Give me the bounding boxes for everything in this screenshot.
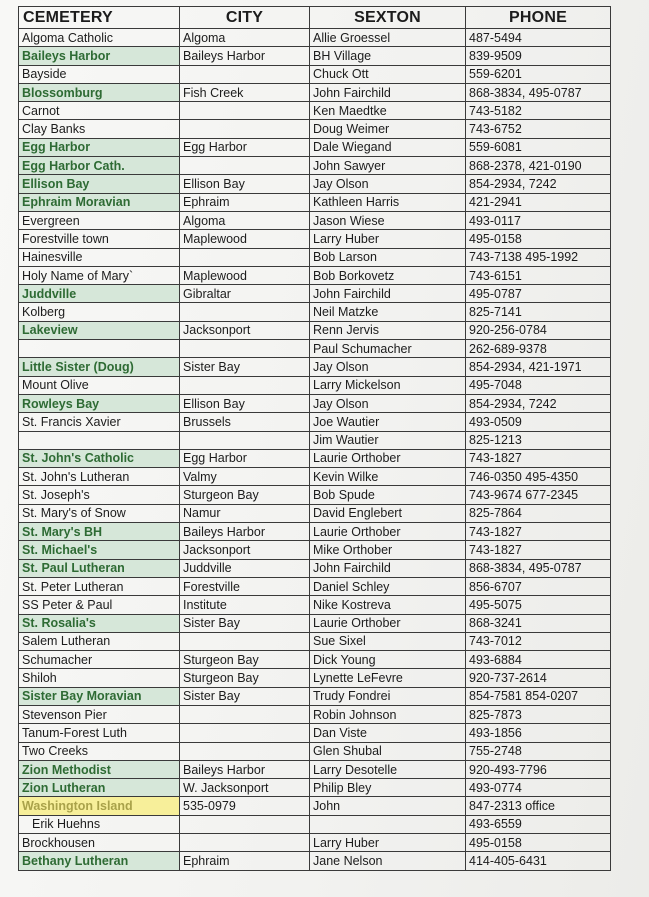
cemetery-cell: St. Peter Lutheran xyxy=(19,577,180,595)
cemetery-cell: St. Michael's xyxy=(19,541,180,559)
city-cell: Sturgeon Bay xyxy=(180,651,310,669)
table-row xyxy=(19,358,611,376)
sexton-cell: Jim Wautier xyxy=(310,431,466,449)
table-row xyxy=(19,705,611,723)
phone-cell: 920-493-7796 xyxy=(466,760,611,778)
cemetery-cell: Algoma Catholic xyxy=(19,29,180,47)
city-cell xyxy=(180,376,310,394)
sexton-cell: Philip Bley xyxy=(310,779,466,797)
phone-cell: 493-1856 xyxy=(466,724,611,742)
city-cell: Institute xyxy=(180,596,310,614)
table-row xyxy=(19,340,611,358)
city-cell: Baileys Harbor xyxy=(180,760,310,778)
table-row xyxy=(19,468,611,486)
cemetery-cell: Holy Name of Mary` xyxy=(19,266,180,284)
phone-cell: 743-9674 677-2345 xyxy=(466,486,611,504)
table-row xyxy=(19,47,611,65)
phone-cell: 414-405-6431 xyxy=(466,852,611,870)
phone-cell: 559-6201 xyxy=(466,65,611,83)
city-cell xyxy=(180,815,310,833)
sexton-cell: Larry Mickelson xyxy=(310,376,466,394)
sexton-cell: Larry Desotelle xyxy=(310,760,466,778)
sexton-cell: Neil Matzke xyxy=(310,303,466,321)
sexton-cell: Bob Borkovetz xyxy=(310,266,466,284)
phone-cell: 743-7012 xyxy=(466,632,611,650)
city-cell: Namur xyxy=(180,504,310,522)
city-cell xyxy=(180,65,310,83)
header-cemetery: CEMETERY xyxy=(19,7,180,29)
cemetery-cell: Tanum-Forest Luth xyxy=(19,724,180,742)
city-cell: Gibraltar xyxy=(180,285,310,303)
cemetery-cell: Ephraim Moravian xyxy=(19,193,180,211)
phone-cell: 868-3834, 495-0787 xyxy=(466,83,611,101)
phone-cell: 854-2934, 421-1971 xyxy=(466,358,611,376)
city-cell: Sturgeon Bay xyxy=(180,486,310,504)
sexton-cell: BH Village xyxy=(310,47,466,65)
cemetery-cell: Egg Harbor xyxy=(19,138,180,156)
phone-cell: 743-7138 495-1992 xyxy=(466,248,611,266)
phone-cell: 854-2934, 7242 xyxy=(466,394,611,412)
cemetery-cell: St. Rosalia's xyxy=(19,614,180,632)
cemetery-cell: Zion Lutheran xyxy=(19,779,180,797)
cemetery-cell: Stevenson Pier xyxy=(19,705,180,723)
city-cell: Juddville xyxy=(180,559,310,577)
table-row xyxy=(19,669,611,687)
phone-cell: 262-689-9378 xyxy=(466,340,611,358)
table-row xyxy=(19,815,611,833)
city-cell: Algoma xyxy=(180,29,310,47)
table-row xyxy=(19,742,611,760)
cemetery-cell: St. John's Catholic xyxy=(19,449,180,467)
city-cell xyxy=(180,303,310,321)
phone-cell: 920-256-0784 xyxy=(466,321,611,339)
cemetery-cell: Blossomburg xyxy=(19,83,180,101)
sexton-cell: Larry Huber xyxy=(310,834,466,852)
table-row xyxy=(19,523,611,541)
phone-cell: 854-2934, 7242 xyxy=(466,175,611,193)
table-row xyxy=(19,230,611,248)
city-cell: Sister Bay xyxy=(180,687,310,705)
phone-cell: 743-6151 xyxy=(466,266,611,284)
cemetery-cell: Little Sister (Doug) xyxy=(19,358,180,376)
phone-cell: 495-5075 xyxy=(466,596,611,614)
sexton-cell: Dick Young xyxy=(310,651,466,669)
cemetery-cell: Zion Methodist xyxy=(19,760,180,778)
phone-cell: 495-0158 xyxy=(466,834,611,852)
city-cell: Brussels xyxy=(180,413,310,431)
table-row xyxy=(19,394,611,412)
table-row xyxy=(19,321,611,339)
table-row xyxy=(19,651,611,669)
city-cell: Sister Bay xyxy=(180,614,310,632)
cemetery-cell xyxy=(19,431,180,449)
cemetery-cell: Carnot xyxy=(19,102,180,120)
phone-cell: 825-7873 xyxy=(466,705,611,723)
cemetery-cell xyxy=(19,340,180,358)
sexton-cell xyxy=(310,815,466,833)
cemetery-cell: Shiloh xyxy=(19,669,180,687)
table-row xyxy=(19,431,611,449)
sexton-cell: David Englebert xyxy=(310,504,466,522)
table-row xyxy=(19,486,611,504)
phone-cell: 493-6884 xyxy=(466,651,611,669)
sexton-cell: Kathleen Harris xyxy=(310,193,466,211)
phone-cell: 868-3834, 495-0787 xyxy=(466,559,611,577)
cemetery-cell: St. John's Lutheran xyxy=(19,468,180,486)
phone-cell: 743-1827 xyxy=(466,541,611,559)
city-cell: Ephraim xyxy=(180,852,310,870)
phone-cell: 743-5182 xyxy=(466,102,611,120)
city-cell xyxy=(180,340,310,358)
sexton-cell: Kevin Wilke xyxy=(310,468,466,486)
table-row xyxy=(19,577,611,595)
sexton-cell: Dale Wiegand xyxy=(310,138,466,156)
table-row xyxy=(19,596,611,614)
sexton-cell: Trudy Fondrei xyxy=(310,687,466,705)
cemetery-cell: Egg Harbor Cath. xyxy=(19,157,180,175)
city-cell xyxy=(180,724,310,742)
city-cell: Jacksonport xyxy=(180,541,310,559)
table-row xyxy=(19,138,611,156)
phone-cell: 746-0350 495-4350 xyxy=(466,468,611,486)
header-city: CITY xyxy=(180,7,310,29)
sexton-cell: Laurie Orthober xyxy=(310,449,466,467)
city-cell: Valmy xyxy=(180,468,310,486)
table-row xyxy=(19,175,611,193)
phone-cell: 743-6752 xyxy=(466,120,611,138)
table-row xyxy=(19,852,611,870)
phone-cell: 825-1213 xyxy=(466,431,611,449)
sexton-cell: Robin Johnson xyxy=(310,705,466,723)
cemetery-cell: Washington Island xyxy=(19,797,180,815)
cemetery-cell: Schumacher xyxy=(19,651,180,669)
city-cell: 535-0979 xyxy=(180,797,310,815)
city-cell xyxy=(180,248,310,266)
phone-cell: 493-0509 xyxy=(466,413,611,431)
city-cell xyxy=(180,157,310,175)
table-row xyxy=(19,504,611,522)
header-sexton: SEXTON xyxy=(310,7,466,29)
table-row xyxy=(19,779,611,797)
sexton-cell: Laurie Orthober xyxy=(310,523,466,541)
phone-cell: 493-0774 xyxy=(466,779,611,797)
cemetery-cell: St. Francis Xavier xyxy=(19,413,180,431)
sexton-cell: Jane Nelson xyxy=(310,852,466,870)
sexton-cell: Mike Orthober xyxy=(310,541,466,559)
sexton-cell: Sue Sixel xyxy=(310,632,466,650)
phone-cell: 495-7048 xyxy=(466,376,611,394)
phone-cell: 856-6707 xyxy=(466,577,611,595)
table-row xyxy=(19,193,611,211)
city-cell: Baileys Harbor xyxy=(180,47,310,65)
cemetery-cell: St. Mary's BH xyxy=(19,523,180,541)
sexton-cell: Nike Kostreva xyxy=(310,596,466,614)
table-row xyxy=(19,614,611,632)
city-cell: Forestville xyxy=(180,577,310,595)
sexton-cell: Lynette LeFevre xyxy=(310,669,466,687)
city-cell: Egg Harbor xyxy=(180,449,310,467)
city-cell xyxy=(180,705,310,723)
cemetery-cell: Erik Huehns xyxy=(19,815,180,833)
sexton-cell: Dan Viste xyxy=(310,724,466,742)
table-row xyxy=(19,632,611,650)
cemetery-cell: Ellison Bay xyxy=(19,175,180,193)
cemetery-cell: Hainesville xyxy=(19,248,180,266)
table-row xyxy=(19,266,611,284)
header-row xyxy=(19,7,611,29)
sexton-cell: John Sawyer xyxy=(310,157,466,175)
phone-cell: 920-737-2614 xyxy=(466,669,611,687)
header-phone: PHONE xyxy=(466,7,611,29)
sexton-cell: John Fairchild xyxy=(310,83,466,101)
city-cell: Ellison Bay xyxy=(180,394,310,412)
phone-cell: 495-0158 xyxy=(466,230,611,248)
table-row xyxy=(19,83,611,101)
cemetery-cell: Two Creeks xyxy=(19,742,180,760)
sexton-cell: John Fairchild xyxy=(310,285,466,303)
phone-cell: 847-2313 office xyxy=(466,797,611,815)
table-row xyxy=(19,303,611,321)
sexton-cell: Glen Shubal xyxy=(310,742,466,760)
phone-cell: 487-5494 xyxy=(466,29,611,47)
cemetery-table xyxy=(18,6,611,871)
sexton-cell: Daniel Schley xyxy=(310,577,466,595)
cemetery-cell: St. Paul Lutheran xyxy=(19,559,180,577)
table-row xyxy=(19,120,611,138)
phone-cell: 493-0117 xyxy=(466,211,611,229)
city-cell: Egg Harbor xyxy=(180,138,310,156)
phone-cell: 839-9509 xyxy=(466,47,611,65)
city-cell: Fish Creek xyxy=(180,83,310,101)
cemetery-cell: Lakeview xyxy=(19,321,180,339)
table-row xyxy=(19,285,611,303)
table-row xyxy=(19,449,611,467)
city-cell xyxy=(180,742,310,760)
sexton-cell: Jason Wiese xyxy=(310,211,466,229)
table-row xyxy=(19,687,611,705)
city-cell: Sister Bay xyxy=(180,358,310,376)
cemetery-cell: Juddville xyxy=(19,285,180,303)
sexton-cell: Chuck Ott xyxy=(310,65,466,83)
cemetery-cell: Forestville town xyxy=(19,230,180,248)
table-row xyxy=(19,559,611,577)
sexton-cell: Ken Maedtke xyxy=(310,102,466,120)
city-cell: Sturgeon Bay xyxy=(180,669,310,687)
cemetery-cell: Baileys Harbor xyxy=(19,47,180,65)
sexton-cell: Joe Wautier xyxy=(310,413,466,431)
table-row xyxy=(19,760,611,778)
sexton-cell: Laurie Orthober xyxy=(310,614,466,632)
phone-cell: 755-2748 xyxy=(466,742,611,760)
sexton-cell: Bob Larson xyxy=(310,248,466,266)
sexton-cell: John Fairchild xyxy=(310,559,466,577)
table-body xyxy=(19,29,611,871)
phone-cell: 421-2941 xyxy=(466,193,611,211)
city-cell xyxy=(180,431,310,449)
phone-cell: 825-7141 xyxy=(466,303,611,321)
table-row xyxy=(19,724,611,742)
phone-cell: 868-2378, 421-0190 xyxy=(466,157,611,175)
cemetery-cell: St. Joseph's xyxy=(19,486,180,504)
sexton-cell: John xyxy=(310,797,466,815)
phone-cell: 825-7864 xyxy=(466,504,611,522)
city-cell: Baileys Harbor xyxy=(180,523,310,541)
phone-cell: 493-6559 xyxy=(466,815,611,833)
cemetery-cell: Clay Banks xyxy=(19,120,180,138)
table-row xyxy=(19,413,611,431)
cemetery-cell: Mount Olive xyxy=(19,376,180,394)
table-row xyxy=(19,834,611,852)
phone-cell: 743-1827 xyxy=(466,523,611,541)
cemetery-cell: Kolberg xyxy=(19,303,180,321)
phone-cell: 495-0787 xyxy=(466,285,611,303)
phone-cell: 743-1827 xyxy=(466,449,611,467)
city-cell xyxy=(180,834,310,852)
table-row xyxy=(19,65,611,83)
city-cell: W. Jacksonport xyxy=(180,779,310,797)
sexton-cell: Paul Schumacher xyxy=(310,340,466,358)
city-cell: Maplewood xyxy=(180,230,310,248)
sexton-cell: Jay Olson xyxy=(310,358,466,376)
cemetery-cell: SS Peter & Paul xyxy=(19,596,180,614)
sexton-cell: Jay Olson xyxy=(310,175,466,193)
table-row xyxy=(19,157,611,175)
phone-cell: 854-7581 854-0207 xyxy=(466,687,611,705)
city-cell: Algoma xyxy=(180,211,310,229)
table-row xyxy=(19,211,611,229)
cemetery-cell: Brockhousen xyxy=(19,834,180,852)
sexton-cell: Allie Groessel xyxy=(310,29,466,47)
sexton-cell: Renn Jervis xyxy=(310,321,466,339)
phone-cell: 559-6081 xyxy=(466,138,611,156)
phone-cell: 868-3241 xyxy=(466,614,611,632)
cemetery-cell: Bayside xyxy=(19,65,180,83)
city-cell: Jacksonport xyxy=(180,321,310,339)
cemetery-cell: Sister Bay Moravian xyxy=(19,687,180,705)
cemetery-cell: St. Mary's of Snow xyxy=(19,504,180,522)
city-cell: Maplewood xyxy=(180,266,310,284)
table-row xyxy=(19,102,611,120)
table-row xyxy=(19,376,611,394)
table-row xyxy=(19,541,611,559)
cemetery-cell: Bethany Lutheran xyxy=(19,852,180,870)
cemetery-cell: Evergreen xyxy=(19,211,180,229)
city-cell: Ephraim xyxy=(180,193,310,211)
city-cell xyxy=(180,632,310,650)
table-row xyxy=(19,248,611,266)
sexton-cell: Larry Huber xyxy=(310,230,466,248)
cemetery-cell: Salem Lutheran xyxy=(19,632,180,650)
city-cell: Ellison Bay xyxy=(180,175,310,193)
city-cell xyxy=(180,120,310,138)
sexton-cell: Doug Weimer xyxy=(310,120,466,138)
table-row xyxy=(19,29,611,47)
sexton-cell: Bob Spude xyxy=(310,486,466,504)
city-cell xyxy=(180,102,310,120)
sexton-cell: Jay Olson xyxy=(310,394,466,412)
table-row xyxy=(19,797,611,815)
cemetery-cell: Rowleys Bay xyxy=(19,394,180,412)
